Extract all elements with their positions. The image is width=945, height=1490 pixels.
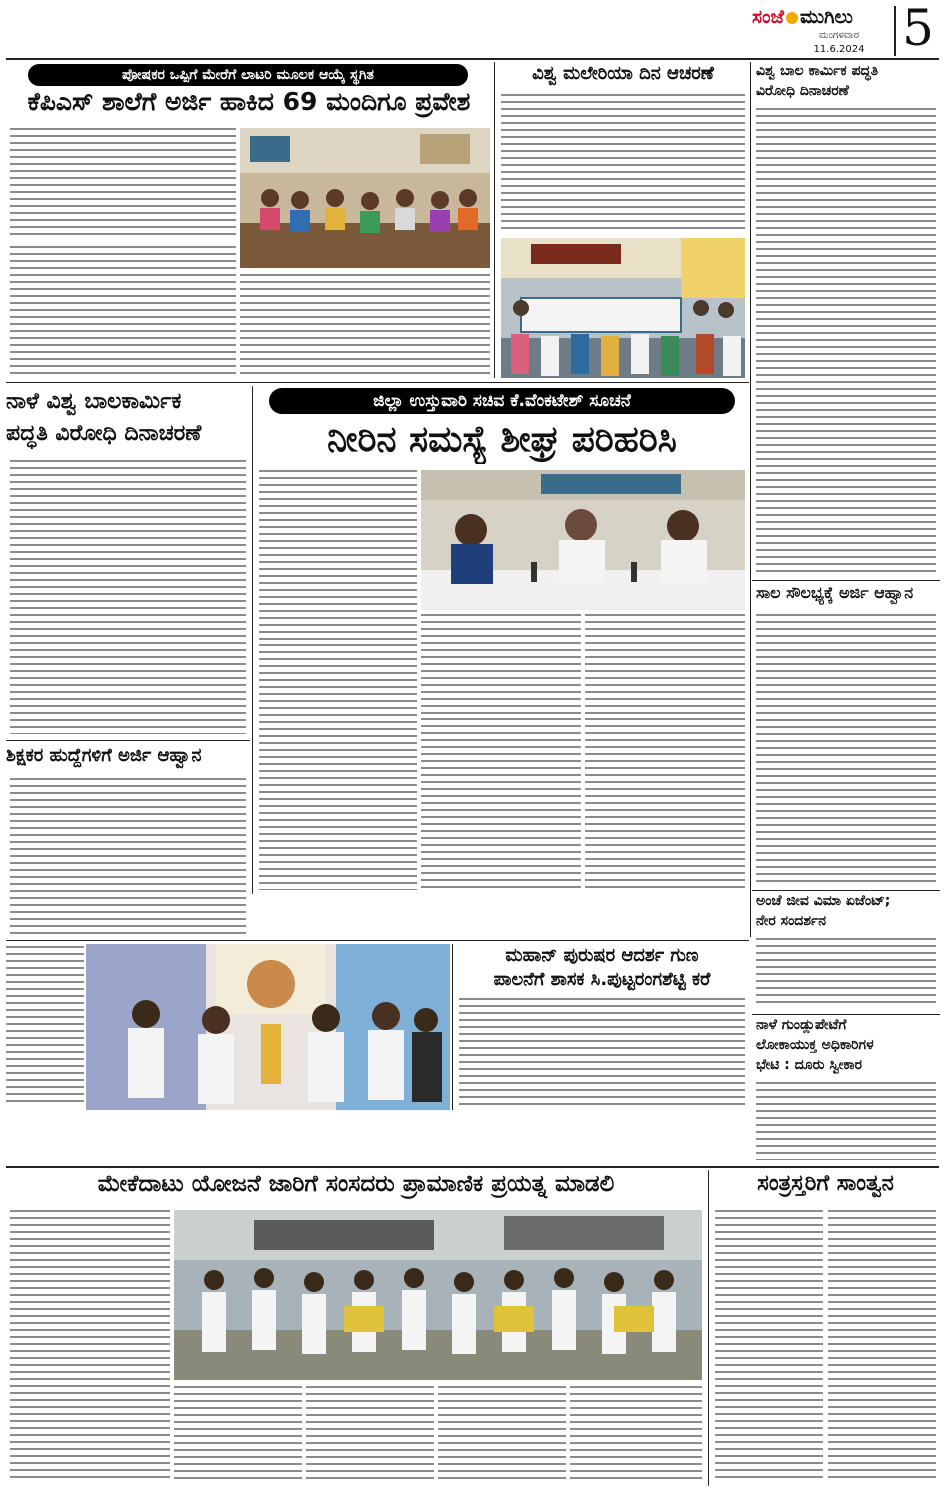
article-headline: ಮಹಾನ್ ಪುರುಷರ ಆದರ್ಶ ಗುಣ <box>505 946 699 966</box>
article-body <box>10 128 236 240</box>
minister-meeting-photo <box>421 470 745 610</box>
article-headline: ನೀರಿನ ಸಮಸ್ಯೆ ಶೀಘ್ರ ಪರಿಹರಿಸಿ <box>327 419 677 460</box>
sun-icon <box>786 12 798 24</box>
article-body <box>585 614 745 714</box>
page-number: 5 <box>902 0 934 57</box>
masthead <box>700 2 940 58</box>
article-postal-insurance <box>752 892 940 1012</box>
article-body <box>585 718 745 890</box>
article-mekedatu-project <box>6 1170 706 1486</box>
article-body <box>421 614 581 714</box>
photo-caption <box>6 946 84 1106</box>
article-child-labour-tomorrow <box>6 386 250 738</box>
masthead-logo <box>752 6 902 30</box>
article-body <box>259 470 417 640</box>
article-headline: ವಿಶ್ವ ಮಲೇರಿಯಾ ದಿನ ಆಚರಣೆ <box>532 64 714 84</box>
article-headline: ನೇರ ಸಂದರ್ಶನ <box>756 914 827 929</box>
article-teacher-posts <box>6 742 250 938</box>
article-great-men-ideals <box>455 944 749 1110</box>
article-child-labour-day <box>752 62 940 578</box>
article-headline: ಶಿಕ್ಷಕರ ಹುದ್ದೆಗಳಿಗೆ ಅರ್ಜಿ ಆಹ್ವಾನ <box>6 746 202 766</box>
article-headline: ನಾಳೆ ವಿಶ್ವ ಬಾಲಕಾರ್ಮಿಕ <box>6 390 182 414</box>
article-body <box>10 460 246 734</box>
article-body <box>306 1386 434 1482</box>
article-headline: ಅಂಚೆ ಜೀವ ವಿಮಾ ಏಜೆಂಟ್; <box>756 894 891 909</box>
article-malaria-day <box>497 62 749 380</box>
article-lokayukta-visit <box>752 1016 940 1164</box>
article-body <box>438 1386 566 1482</box>
article-body <box>259 644 417 890</box>
article-body <box>501 94 745 234</box>
article-body <box>421 718 581 890</box>
protest-photo <box>174 1210 702 1380</box>
article-body <box>459 998 745 1106</box>
photo-caption-block <box>6 944 84 1110</box>
malaria-rally-photo <box>501 238 745 378</box>
classroom-photo <box>240 128 490 268</box>
article-kps-school <box>6 62 492 380</box>
article-body <box>174 1386 302 1482</box>
article-body <box>756 108 936 574</box>
masthead-day: ಮಂಗಳವಾರ <box>818 30 860 41</box>
article-headline: ನಾಳೆ ಗುಂಡ್ಲುಪೇಟೆಗೆ <box>756 1018 847 1033</box>
article-body <box>570 1386 702 1482</box>
article-headline: ಪಾಲನೆಗೆ ಶಾಸಕ ಸಿ.ಪುಟ್ಟರಂಗಶೆಟ್ಟಿ ಕರೆ <box>493 970 711 990</box>
article-headline: ಲೋಕಾಯುಕ್ತ ಅಧಿಕಾರಿಗಳ <box>756 1038 874 1053</box>
article-body <box>10 778 246 934</box>
article-body <box>756 1082 936 1160</box>
article-body <box>828 1210 936 1482</box>
article-body <box>10 246 236 376</box>
article-water-problem <box>255 386 749 894</box>
article-headline: ವಿಶ್ವ ಬಾಲ ಕಾರ್ಮಿಕ ಪದ್ಧತಿ <box>756 64 879 79</box>
article-headline: ಭೇಟಿ : ದೂರು ಸ್ವೀಕಾರ <box>756 1058 862 1073</box>
article-body <box>240 274 490 376</box>
article-headline: ವಿರೋಧಿ ದಿನಾಚರಣೆ <box>756 84 849 99</box>
article-body <box>756 614 936 884</box>
logo-mugilu: ಮುಗಿಲು <box>800 6 853 28</box>
article-headline: ಮೇಕೆದಾಟು ಯೋಜನೆ ಜಾರಿಗೆ ಸಂಸದರು ಪ್ರಾಮಾಣಿಕ ಪ್ರಯತ್ನ ಮಾಡಲಿ <box>97 1172 615 1197</box>
article-kicker: ಜಿಲ್ಲಾ ಉಸ್ತುವಾರಿ ಸಚಿವ ಕೆ.ವೆಂಕಟೇಶ್ ಸೂಚನೆ <box>269 388 735 414</box>
article-kicker: ಪೋಷಕರ ಒಪ್ಪಿಗೆ ಮೇರೆಗೆ ಲಾಟರಿ ಮೂಲಕ ಆಯ್ಕೆ ಸ್ಥಗಿತ <box>28 64 468 86</box>
article-headline: ಪದ್ಧತಿ ವಿರೋಧಿ ದಿನಾಚರಣೆ <box>6 422 202 446</box>
article-headline: ಸಾಲ ಸೌಲಭ್ಯಕ್ಕೆ ಅರ್ಜಿ ಆಹ್ವಾನ <box>756 584 914 602</box>
article-body <box>10 1210 170 1482</box>
article-headline: ಕೆಪಿಎಸ್ ಶಾಲೆಗೆ ಅರ್ಜಿ ಹಾಕಿದ 69 ಮಂದಿಗೂ ಪ್ರವೇಶ <box>27 88 471 116</box>
lamp-lighting-photo <box>86 944 450 1110</box>
logo-sanje: ಸಂಜೆ <box>752 6 785 28</box>
article-consolation-victims <box>711 1170 940 1486</box>
article-loan-facility <box>752 582 940 888</box>
article-body <box>756 938 936 1008</box>
article-body <box>715 1210 823 1482</box>
article-headline: ಸಂತ್ರಸ್ತರಿಗೆ ಸಾಂತ್ವನ <box>757 1172 894 1196</box>
masthead-date: 11.6.2024 <box>813 44 865 55</box>
